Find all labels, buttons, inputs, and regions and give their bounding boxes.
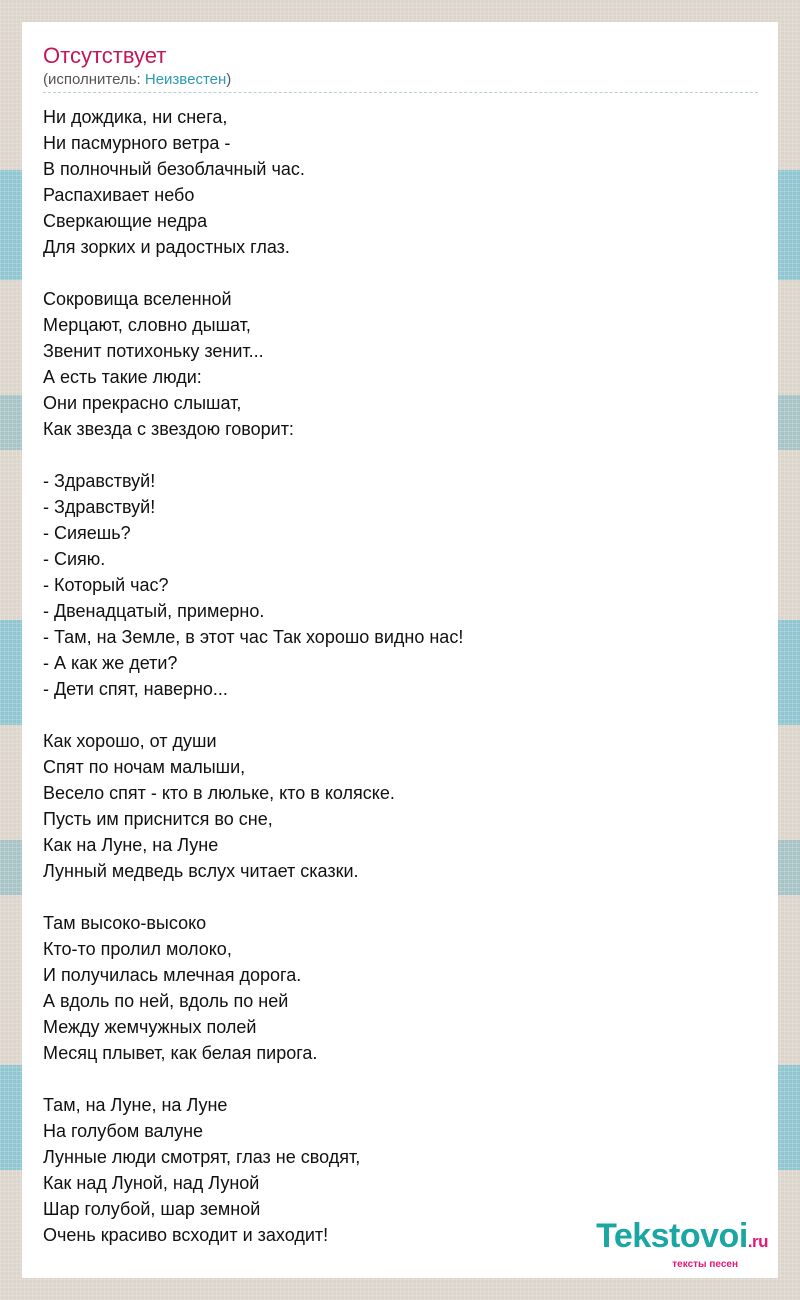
lyrics-line: - Там, на Земле, в этот час Так хорошо видно нас!	[43, 627, 464, 647]
lyrics-line: А есть такие люди:	[43, 367, 202, 387]
lyrics-line: На голубом валуне	[43, 1121, 204, 1141]
lyrics-line: - Который час?	[43, 575, 169, 595]
lyrics-line: Очень красиво всходит и заходит!	[43, 1225, 329, 1245]
lyrics-line: Между жемчужных полей	[43, 1017, 257, 1037]
lyrics-line: Сокровища вселенной	[43, 289, 232, 309]
lyrics-line: Как на Луне, на Луне	[43, 835, 219, 855]
lyrics-line: Как хорошо, от души	[43, 731, 217, 751]
lyrics-stanza	[43, 104, 758, 260]
lyrics-line: Как над Луной, над Луной	[43, 1173, 260, 1193]
lyrics-line: Звенит потихоньку зенит...	[43, 341, 264, 361]
lyrics-line: Месяц плывет, как белая пирога.	[43, 1043, 318, 1063]
logo-tagline: тексты песен	[672, 1259, 738, 1270]
lyrics-line: - А как же дети?	[43, 653, 178, 673]
lyrics-line: - Сияю.	[43, 549, 106, 569]
logo-domain: .ru	[747, 1232, 768, 1251]
logo-word: Tekstovoi	[596, 1217, 748, 1255]
artist-line	[43, 70, 758, 93]
lyrics-line: Сверкающие недра	[43, 211, 208, 231]
lyrics-line: Шар голубой, шар земной	[43, 1199, 261, 1219]
logo-wordmark	[596, 1219, 768, 1259]
lyrics-line: Лунные люди смотрят, глаз не сводят,	[43, 1147, 361, 1167]
lyrics-line: Распахивает небо	[43, 185, 195, 205]
artist-suffix: )	[226, 71, 232, 88]
lyrics-line: Там, на Луне, на Луне	[43, 1095, 228, 1115]
lyrics-line: Ни пасмурного ветра -	[43, 133, 231, 153]
lyrics-stanza	[43, 468, 758, 702]
lyrics-body	[43, 104, 758, 1248]
lyrics-line: - Сияешь?	[43, 523, 131, 543]
lyrics-line: - Двенадцатый, примерно.	[43, 601, 265, 621]
lyrics-line: - Дети спят, наверно...	[43, 679, 228, 699]
artist-prefix: (исполнитель:	[43, 71, 145, 88]
lyrics-line: Кто-то пролил молоко,	[43, 939, 232, 959]
lyrics-line: И получилась млечная дорога.	[43, 965, 302, 985]
lyrics-line: Они прекрасно слышат,	[43, 393, 242, 413]
lyrics-line: - Здравствуй!	[43, 471, 156, 491]
lyrics-line: Спят по ночам малыши,	[43, 757, 246, 777]
lyrics-line: Как звезда с звездою говорит:	[43, 419, 294, 439]
lyrics-line: Лунный медведь вслух читает сказки.	[43, 861, 359, 881]
lyrics-line: Весело спят - кто в люльке, кто в коляске.	[43, 783, 395, 803]
lyrics-stanza	[43, 910, 758, 1066]
lyrics-line: Для зорких и радостных глаз.	[43, 237, 290, 257]
lyrics-stanza	[43, 728, 758, 884]
site-logo[interactable]	[596, 1219, 768, 1270]
lyrics-line: - Здравствуй!	[43, 497, 156, 517]
lyrics-card	[22, 22, 778, 1278]
lyrics-line: В полночный безоблачный час.	[43, 159, 305, 179]
lyrics-line: Ни дождика, ни снега,	[43, 107, 228, 127]
artist-link[interactable]: Неизвестен	[144, 71, 227, 88]
lyrics-line: Мерцают, словно дышат,	[43, 315, 251, 335]
lyrics-stanza	[43, 286, 758, 442]
lyrics-line: А вдоль по ней, вдоль по ней	[43, 991, 289, 1011]
lyrics-line: Пусть им приснится во сне,	[43, 809, 273, 829]
song-title: Отсутствует	[43, 43, 167, 68]
lyrics-line: Там высоко-высоко	[43, 913, 207, 933]
